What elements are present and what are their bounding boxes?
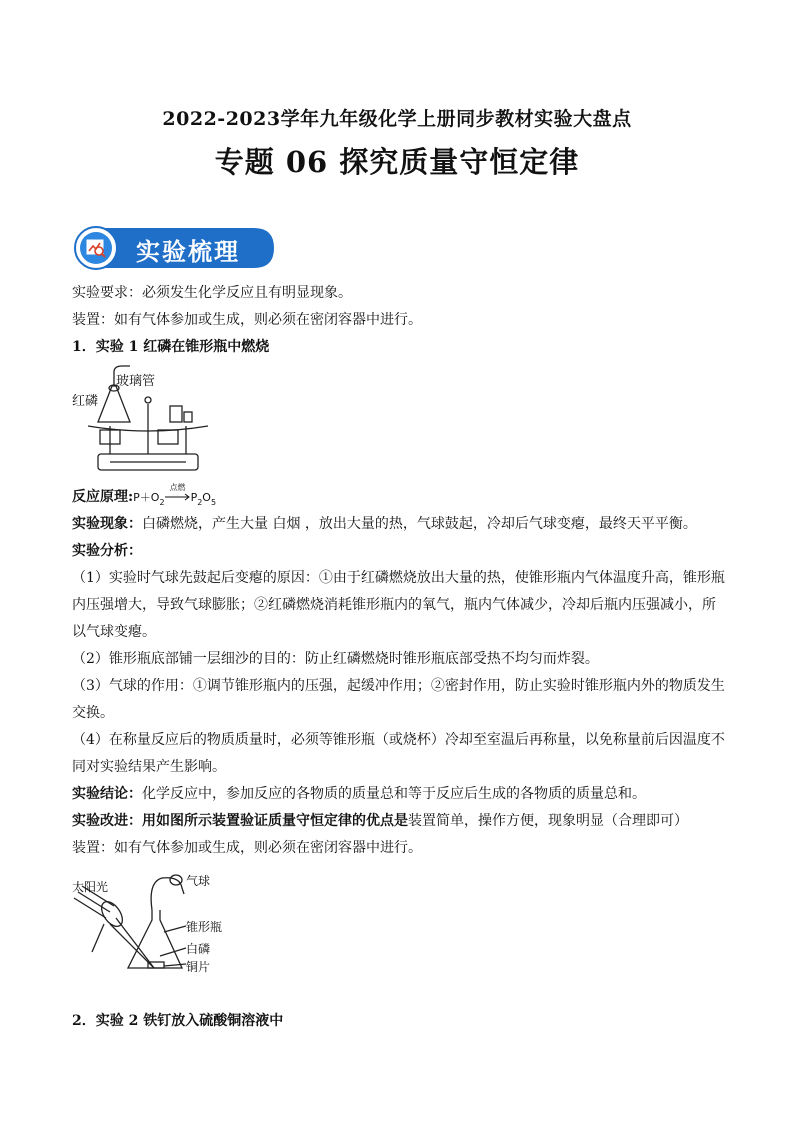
arrow-condition: 点燃 — [169, 483, 186, 492]
phenomenon-line — [72, 514, 732, 534]
experiment1-heading: 1．实验 1 红磷在锥形瓶中燃烧 — [72, 339, 270, 355]
experiment2-heading: 2．实验 2 铁钉放入硫酸铜溶液中 — [72, 1013, 284, 1029]
section-banner — [74, 226, 276, 270]
analysis-line: （3）气球的作用：①调节锥形瓶内的压强，起缓冲作用；②密封作用，防止实验时锥形瓶内外的物质发生 — [72, 678, 725, 694]
banner-label: 实验梳理 — [136, 238, 240, 266]
analysis-line: （2）锥形瓶底部铺一层细沙的目的：防止红磷燃烧时锥形瓶底部受热不均匀而炸裂。 — [72, 651, 599, 667]
conclusion-line — [72, 784, 732, 804]
phenomenon-label: 实验现象： — [72, 516, 142, 532]
improve-answer: 装置简单，操作方便，现象明显（合理即可） — [408, 813, 688, 829]
analysis-line: 内压强增大，导致气球膨胀；②红磷燃烧消耗锥形瓶内的氧气，瓶内气体减少，冷却后瓶内压强减小，所 — [72, 597, 716, 613]
analysis-line: 以气球变瘪。 — [72, 624, 156, 640]
analysis-line: 同对实验结果产生影响。 — [72, 759, 226, 775]
analysis-line: （1）实验时气球先鼓起后变瘪的原因：①由于红磷燃烧放出大量的热，使锥形瓶内气体温度升高，锥形瓶 — [72, 570, 725, 586]
requirement-text: 实验要求：必须发生化学反应且有明显现象。 — [72, 285, 352, 301]
conclusion-text: 化学反应中，参加反应的各物质的质量总和等于反应后生成的各物质的质量总和。 — [142, 786, 646, 802]
label-balloon: 气球 — [186, 874, 211, 888]
phenomenon-text: 白磷燃烧，产生大量 白烟 ，放出大量的热，气球鼓起，冷却后气球变瘪，最终天平平衡。 — [142, 516, 697, 532]
reaction-arrow — [165, 483, 191, 507]
label-white-phosphorus: 白磷 — [186, 942, 211, 956]
analysis-line: （4）在称量反应后的物质质量时，必须等锥形瓶（或烧杯）冷却至室温后再称量，以免称量前后因温度不 — [72, 732, 725, 748]
improve-label: 实验改进： — [72, 813, 142, 829]
label-copper-sheet: 铜片 — [186, 960, 211, 974]
improve-question: 用如图所示装置验证质量守恒定律的优点是 — [142, 813, 408, 829]
principle-o: O — [202, 491, 211, 504]
chart-magnifier-icon — [84, 236, 108, 260]
label-flask: 锥形瓶 — [186, 920, 223, 934]
balance-figure — [70, 364, 230, 476]
device-text: 装置：如有气体参加或生成，则必须在密闭容器中进行。 — [72, 312, 422, 328]
document-subtitle: 专题 06 探究质量守恒定律 — [214, 145, 580, 179]
analysis-line: 交换。 — [72, 705, 114, 721]
principle-reactants: P＋O — [133, 491, 160, 504]
label-red-phosphorus: 红磷 — [72, 394, 99, 409]
document-title: 2022-2023学年九年级化学上册同步教材实验大盘点 — [162, 108, 632, 130]
analysis-label: 实验分析： — [72, 543, 142, 559]
sunlight-flask-figure — [70, 868, 240, 978]
conclusion-label: 实验结论： — [72, 786, 142, 802]
principle-sub-p: 2 — [197, 497, 203, 507]
device2-text: 装置：如有气体参加或生成，则必须在密闭容器中进行。 — [72, 840, 422, 856]
principle-sub2: 2 — [159, 497, 165, 507]
label-sunlight: 太阳光 — [72, 880, 109, 894]
principle-label: 反应原理: — [72, 489, 134, 505]
label-glass-tube: 玻璃管 — [116, 374, 156, 389]
principle-sub5: 5 — [210, 497, 217, 507]
principle-product: P — [190, 491, 198, 504]
improve-line — [72, 811, 732, 831]
principle-line — [72, 483, 732, 513]
